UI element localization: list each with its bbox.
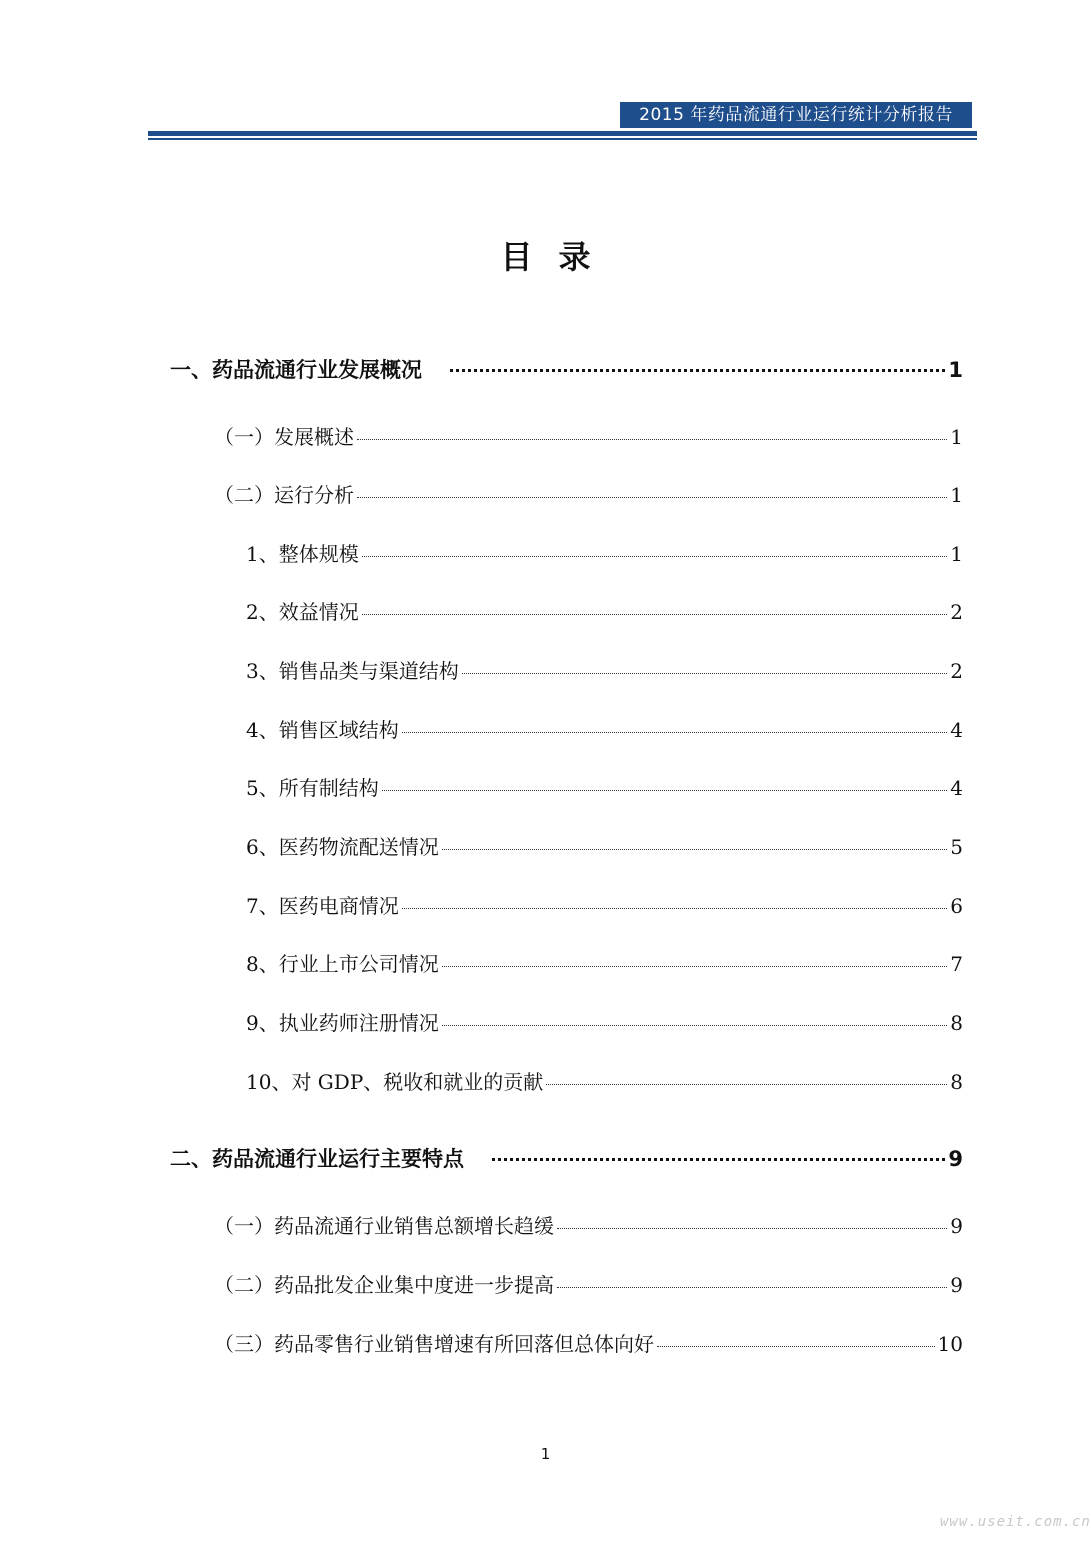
toc-entry-label: （三）药品零售行业销售增速有所回落但总体向好	[214, 1332, 654, 1356]
toc-entry-page: 2	[950, 600, 963, 624]
toc-entry-page: 9	[950, 1273, 963, 1297]
toc-entry[interactable]	[246, 655, 963, 687]
toc-entry[interactable]	[246, 890, 963, 922]
toc-leader	[442, 849, 948, 850]
toc-entry-label: 2、效益情况	[246, 600, 359, 624]
toc-entry-label: 3、销售品类与渠道结构	[246, 659, 459, 683]
toc-entry[interactable]	[246, 714, 963, 746]
toc-leader	[442, 1025, 948, 1026]
toc-leader	[462, 673, 948, 674]
toc-entry-page: 8	[950, 1011, 963, 1035]
toc-entry-label: 9、执业药师注册情况	[246, 1011, 439, 1035]
toc-leader	[362, 614, 948, 615]
toc-entry-label: 5、所有制结构	[246, 776, 379, 800]
toc-entry-page: 2	[950, 659, 963, 683]
toc-entry-page: 1	[950, 425, 963, 449]
toc-entry-page: 6	[950, 894, 963, 918]
watermark: www.useit.com.cn	[940, 1514, 1091, 1530]
toc-entry-page: 5	[950, 835, 963, 859]
toc-entry-label: 二、药品流通行业运行主要特点	[170, 1147, 464, 1171]
toc-entry[interactable]	[246, 772, 963, 804]
toc-leader	[450, 369, 945, 372]
header-banner: 2015 年药品流通行业运行统计分析报告	[620, 102, 972, 128]
toc-leader	[442, 966, 948, 967]
toc-entry-page: 1	[948, 358, 963, 382]
toc-entry[interactable]	[246, 831, 963, 863]
toc-entry-page: 4	[950, 776, 963, 800]
toc-entry-page: 1	[950, 542, 963, 566]
toc-leader	[357, 439, 947, 440]
toc-leader	[402, 732, 948, 733]
toc-entry[interactable]	[170, 1143, 963, 1175]
toc-entry[interactable]	[214, 1269, 963, 1301]
toc-leader	[492, 1158, 945, 1161]
toc-entry[interactable]	[246, 538, 963, 570]
toc-entry-label: （一）药品流通行业销售总额增长趋缓	[214, 1214, 554, 1238]
toc-entry[interactable]	[214, 1328, 963, 1360]
toc-entry-page: 8	[950, 1070, 963, 1094]
toc-entry-label: 4、销售区域结构	[246, 718, 399, 742]
toc-entry-label: （二）运行分析	[214, 483, 354, 507]
toc-entry[interactable]	[214, 421, 963, 453]
toc-entry[interactable]	[170, 354, 963, 386]
toc-entry-label: 8、行业上市公司情况	[246, 952, 439, 976]
page-title: 目录	[500, 238, 617, 276]
toc-entry[interactable]	[246, 1007, 963, 1039]
toc-entry-label: 一、药品流通行业发展概况	[170, 358, 422, 382]
toc-entry-label: （二）药品批发企业集中度进一步提高	[214, 1273, 554, 1297]
toc-entry-label: 7、医药电商情况	[246, 894, 399, 918]
toc-entry-label: 6、医药物流配送情况	[246, 835, 439, 859]
toc-entry[interactable]	[246, 596, 963, 628]
toc-entry-page: 4	[950, 718, 963, 742]
toc-leader	[557, 1287, 947, 1288]
toc-leader	[557, 1228, 947, 1229]
toc-entry-page: 1	[950, 483, 963, 507]
toc-entry-page: 7	[950, 952, 963, 976]
toc-entry-page: 9	[950, 1214, 963, 1238]
toc-entry[interactable]	[214, 1210, 963, 1242]
toc-entry[interactable]	[246, 1066, 963, 1098]
toc-leader	[657, 1346, 935, 1347]
toc-entry-page: 9	[948, 1147, 963, 1171]
toc-leader	[382, 790, 948, 791]
toc-leader	[402, 908, 948, 909]
toc-entry-page: 10	[937, 1332, 963, 1356]
toc-entry[interactable]	[246, 948, 963, 980]
toc-entry-label: 10、对 GDP、税收和就业的贡献	[246, 1070, 544, 1094]
toc-entry-label: 1、整体规模	[246, 542, 359, 566]
toc-leader	[357, 497, 947, 498]
page-number: 1	[540, 1445, 551, 1463]
toc-entry[interactable]	[214, 479, 963, 511]
toc-leader	[362, 556, 948, 557]
toc-leader	[546, 1084, 947, 1085]
toc-entry-label: （一）发展概述	[214, 425, 354, 449]
